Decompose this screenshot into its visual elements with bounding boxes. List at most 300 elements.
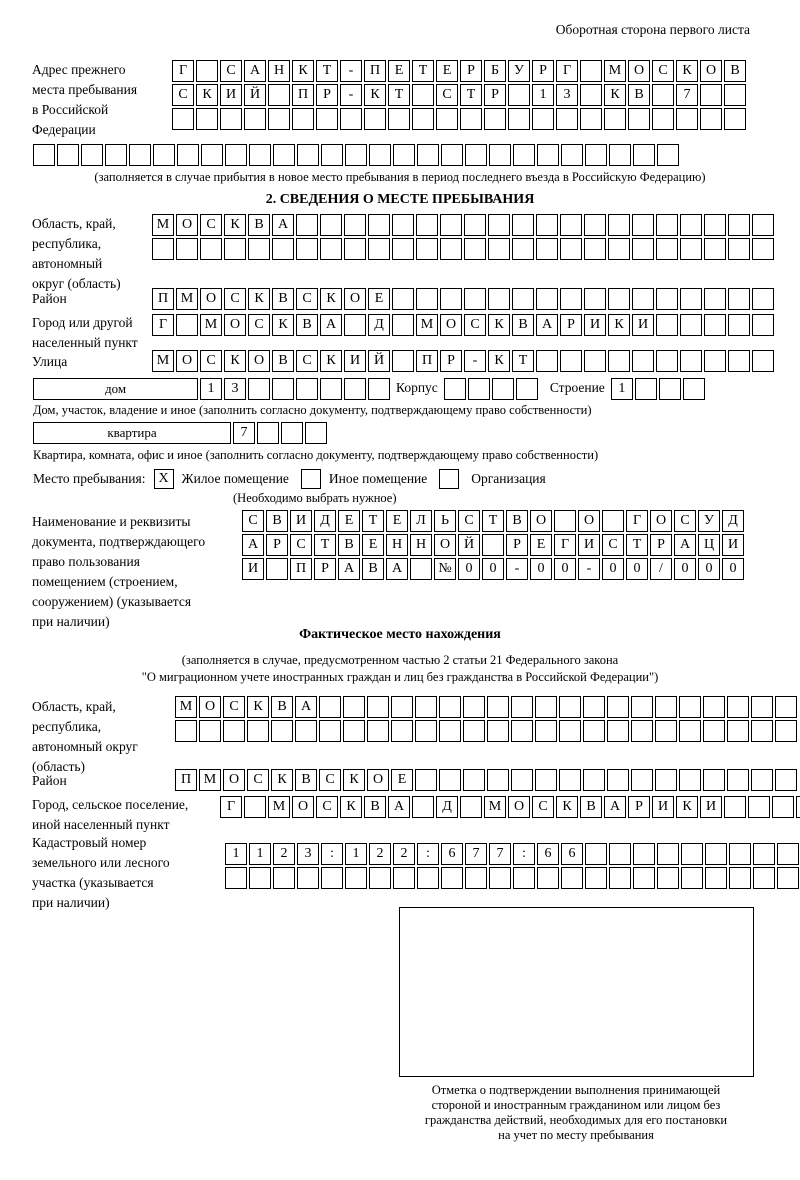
char-cell[interactable]: 0 [530, 558, 552, 580]
char-cell[interactable]: 1 [532, 84, 554, 106]
char-cell[interactable]: 6 [441, 843, 463, 865]
char-cell[interactable] [561, 144, 583, 166]
char-cell[interactable]: К [248, 288, 270, 310]
char-cell[interactable] [584, 288, 606, 310]
char-cell[interactable]: В [338, 534, 360, 556]
char-cell[interactable] [609, 843, 631, 865]
char-cell[interactable]: № [434, 558, 456, 580]
char-cell[interactable] [176, 314, 198, 336]
char-cell[interactable]: Н [410, 534, 432, 556]
char-cell[interactable] [244, 796, 266, 818]
char-cell[interactable]: К [224, 350, 246, 372]
char-cell[interactable]: - [506, 558, 528, 580]
char-cell[interactable] [585, 867, 607, 889]
char-cell[interactable]: А [320, 314, 342, 336]
char-cell[interactable]: К [272, 314, 294, 336]
char-cell[interactable]: 0 [674, 558, 696, 580]
char-cell[interactable] [679, 769, 701, 791]
char-cell[interactable] [392, 214, 414, 236]
char-cell[interactable] [441, 144, 463, 166]
char-cell[interactable]: О [530, 510, 552, 532]
char-cell[interactable]: А [338, 558, 360, 580]
char-cell[interactable] [584, 350, 606, 372]
char-cell[interactable] [321, 867, 343, 889]
actual-region-row-1[interactable] [175, 696, 799, 718]
char-cell[interactable] [656, 288, 678, 310]
char-cell[interactable]: О [176, 350, 198, 372]
char-cell[interactable] [201, 144, 223, 166]
char-cell[interactable]: С [458, 510, 480, 532]
char-cell[interactable] [703, 769, 725, 791]
char-cell[interactable]: А [295, 696, 317, 718]
char-cell[interactable] [392, 350, 414, 372]
char-cell[interactable]: И [700, 796, 722, 818]
char-cell[interactable] [775, 696, 797, 718]
char-cell[interactable]: Р [440, 350, 462, 372]
char-cell[interactable] [583, 769, 605, 791]
char-cell[interactable]: 3 [224, 378, 246, 400]
char-cell[interactable] [416, 214, 438, 236]
actual-city-grid[interactable] [220, 796, 800, 818]
char-cell[interactable]: А [242, 534, 264, 556]
char-cell[interactable]: М [176, 288, 198, 310]
char-cell[interactable]: С [200, 350, 222, 372]
char-cell[interactable] [728, 238, 750, 260]
stroenie-grid[interactable] [611, 378, 707, 400]
char-cell[interactable]: 0 [722, 558, 744, 580]
char-cell[interactable] [272, 378, 294, 400]
char-cell[interactable] [561, 867, 583, 889]
stamp-box[interactable] [399, 907, 754, 1077]
char-cell[interactable] [248, 238, 270, 260]
char-cell[interactable]: И [632, 314, 654, 336]
char-cell[interactable] [460, 108, 482, 130]
char-cell[interactable]: С [464, 314, 486, 336]
char-cell[interactable] [656, 214, 678, 236]
korpus-grid[interactable] [444, 378, 540, 400]
char-cell[interactable] [296, 214, 318, 236]
char-cell[interactable]: Е [386, 510, 408, 532]
char-cell[interactable]: 7 [233, 422, 255, 444]
char-cell[interactable]: П [152, 288, 174, 310]
char-cell[interactable]: Т [460, 84, 482, 106]
char-cell[interactable]: Т [314, 534, 336, 556]
char-cell[interactable] [199, 720, 221, 742]
char-cell[interactable] [468, 378, 490, 400]
char-cell[interactable] [560, 350, 582, 372]
char-cell[interactable] [436, 108, 458, 130]
char-cell[interactable] [536, 214, 558, 236]
char-cell[interactable] [512, 238, 534, 260]
prev-address-grid[interactable] [172, 60, 748, 132]
char-cell[interactable] [751, 720, 773, 742]
char-cell[interactable]: В [271, 696, 293, 718]
char-cell[interactable]: 1 [249, 843, 271, 865]
char-cell[interactable] [633, 867, 655, 889]
char-cell[interactable]: С [247, 769, 269, 791]
char-cell[interactable]: Г [172, 60, 194, 82]
char-cell[interactable] [196, 108, 218, 130]
char-cell[interactable] [679, 696, 701, 718]
char-cell[interactable] [368, 214, 390, 236]
char-cell[interactable]: Е [362, 534, 384, 556]
char-cell[interactable] [105, 144, 127, 166]
checkbox-zhiloe[interactable]: X [154, 469, 174, 489]
actual-region-grid[interactable] [175, 696, 799, 744]
char-cell[interactable] [704, 314, 726, 336]
char-cell[interactable] [632, 238, 654, 260]
flat-line[interactable] [33, 422, 329, 444]
char-cell[interactable] [560, 288, 582, 310]
char-cell[interactable] [580, 84, 602, 106]
region-row-2[interactable] [152, 238, 776, 260]
char-cell[interactable]: О [367, 769, 389, 791]
checkbox-inoe[interactable] [301, 469, 321, 489]
char-cell[interactable] [602, 510, 624, 532]
char-cell[interactable] [655, 696, 677, 718]
char-cell[interactable]: Д [368, 314, 390, 336]
char-cell[interactable]: О [578, 510, 600, 532]
char-cell[interactable] [585, 843, 607, 865]
char-cell[interactable]: О [248, 350, 270, 372]
char-cell[interactable] [367, 720, 389, 742]
char-cell[interactable]: Д [314, 510, 336, 532]
char-cell[interactable]: 1 [345, 843, 367, 865]
house-line[interactable] [33, 378, 707, 400]
char-cell[interactable] [393, 144, 415, 166]
place-type-line[interactable] [33, 469, 546, 489]
document-row-1[interactable] [242, 510, 746, 532]
char-cell[interactable] [392, 288, 414, 310]
char-cell[interactable] [223, 720, 245, 742]
char-cell[interactable] [556, 108, 578, 130]
char-cell[interactable] [633, 144, 655, 166]
char-cell[interactable]: Е [338, 510, 360, 532]
char-cell[interactable]: М [416, 314, 438, 336]
char-cell[interactable] [554, 510, 576, 532]
char-cell[interactable] [584, 214, 606, 236]
char-cell[interactable]: К [488, 350, 510, 372]
char-cell[interactable] [247, 720, 269, 742]
char-cell[interactable]: В [364, 796, 386, 818]
char-cell[interactable] [465, 867, 487, 889]
char-cell[interactable] [559, 769, 581, 791]
char-cell[interactable]: Б [484, 60, 506, 82]
char-cell[interactable] [727, 696, 749, 718]
char-cell[interactable]: К [608, 314, 630, 336]
char-cell[interactable]: Д [722, 510, 744, 532]
char-cell[interactable] [535, 696, 557, 718]
char-cell[interactable] [81, 144, 103, 166]
char-cell[interactable] [753, 843, 775, 865]
char-cell[interactable] [319, 696, 341, 718]
char-cell[interactable] [729, 843, 751, 865]
char-cell[interactable]: 3 [556, 84, 578, 106]
char-cell[interactable] [321, 144, 343, 166]
char-cell[interactable] [415, 769, 437, 791]
char-cell[interactable] [369, 867, 391, 889]
char-cell[interactable]: А [604, 796, 626, 818]
char-cell[interactable] [487, 769, 509, 791]
char-cell[interactable] [273, 867, 295, 889]
char-cell[interactable]: И [578, 534, 600, 556]
char-cell[interactable]: В [266, 510, 288, 532]
char-cell[interactable] [489, 144, 511, 166]
char-cell[interactable]: Г [554, 534, 576, 556]
char-cell[interactable]: С [436, 84, 458, 106]
city-grid[interactable] [152, 314, 776, 336]
char-cell[interactable]: К [271, 769, 293, 791]
char-cell[interactable]: И [220, 84, 242, 106]
char-cell[interactable] [513, 867, 535, 889]
char-cell[interactable]: С [296, 350, 318, 372]
char-cell[interactable] [655, 769, 677, 791]
char-cell[interactable]: А [674, 534, 696, 556]
char-cell[interactable]: В [296, 314, 318, 336]
char-cell[interactable]: 0 [698, 558, 720, 580]
char-cell[interactable]: С [224, 288, 246, 310]
char-cell[interactable]: Г [152, 314, 174, 336]
char-cell[interactable] [580, 60, 602, 82]
char-cell[interactable] [393, 867, 415, 889]
char-cell[interactable] [676, 108, 698, 130]
char-cell[interactable] [415, 720, 437, 742]
char-cell[interactable] [441, 867, 463, 889]
char-cell[interactable]: О [200, 288, 222, 310]
char-cell[interactable]: С [674, 510, 696, 532]
prev-address-row-4[interactable] [33, 144, 681, 166]
char-cell[interactable]: К [676, 60, 698, 82]
char-cell[interactable] [705, 843, 727, 865]
char-cell[interactable] [632, 350, 654, 372]
char-cell[interactable] [727, 769, 749, 791]
char-cell[interactable] [465, 144, 487, 166]
char-cell[interactable]: М [175, 696, 197, 718]
char-cell[interactable] [635, 378, 657, 400]
char-cell[interactable] [583, 720, 605, 742]
char-cell[interactable]: О [199, 696, 221, 718]
char-cell[interactable]: О [223, 769, 245, 791]
char-cell[interactable] [728, 288, 750, 310]
char-cell[interactable]: С [652, 60, 674, 82]
char-cell[interactable]: С [172, 84, 194, 106]
char-cell[interactable] [728, 314, 750, 336]
char-cell[interactable] [700, 84, 722, 106]
char-cell[interactable]: - [464, 350, 486, 372]
char-cell[interactable]: Р [628, 796, 650, 818]
char-cell[interactable] [369, 144, 391, 166]
char-cell[interactable]: 1 [611, 378, 633, 400]
char-cell[interactable]: - [578, 558, 600, 580]
char-cell[interactable]: П [290, 558, 312, 580]
char-cell[interactable]: И [584, 314, 606, 336]
char-cell[interactable]: Е [436, 60, 458, 82]
char-cell[interactable]: С [319, 769, 341, 791]
char-cell[interactable] [345, 144, 367, 166]
char-cell[interactable]: О [176, 214, 198, 236]
char-cell[interactable] [652, 108, 674, 130]
char-cell[interactable]: К [364, 84, 386, 106]
char-cell[interactable] [172, 108, 194, 130]
char-cell[interactable]: Т [512, 350, 534, 372]
char-cell[interactable] [487, 696, 509, 718]
char-cell[interactable] [508, 108, 530, 130]
char-cell[interactable]: Е [388, 60, 410, 82]
char-cell[interactable]: В [272, 350, 294, 372]
char-cell[interactable] [655, 720, 677, 742]
char-cell[interactable] [580, 108, 602, 130]
char-cell[interactable] [488, 238, 510, 260]
char-cell[interactable]: М [484, 796, 506, 818]
char-cell[interactable] [281, 422, 303, 444]
char-cell[interactable] [153, 144, 175, 166]
char-cell[interactable] [489, 867, 511, 889]
char-cell[interactable]: Л [410, 510, 432, 532]
char-cell[interactable]: А [536, 314, 558, 336]
char-cell[interactable]: - [340, 60, 362, 82]
char-cell[interactable] [439, 696, 461, 718]
char-cell[interactable]: Т [316, 60, 338, 82]
house-number-grid[interactable] [200, 378, 392, 400]
char-cell[interactable]: Т [626, 534, 648, 556]
char-cell[interactable]: В [506, 510, 528, 532]
char-cell[interactable] [607, 696, 629, 718]
char-cell[interactable]: 1 [200, 378, 222, 400]
char-cell[interactable] [268, 84, 290, 106]
char-cell[interactable] [704, 350, 726, 372]
char-cell[interactable] [297, 144, 319, 166]
char-cell[interactable] [705, 867, 727, 889]
char-cell[interactable] [753, 867, 775, 889]
char-cell[interactable] [535, 769, 557, 791]
char-cell[interactable]: М [200, 314, 222, 336]
char-cell[interactable] [516, 378, 538, 400]
char-cell[interactable] [777, 867, 799, 889]
char-cell[interactable] [609, 144, 631, 166]
char-cell[interactable] [412, 796, 434, 818]
char-cell[interactable] [683, 378, 705, 400]
char-cell[interactable]: 6 [561, 843, 583, 865]
char-cell[interactable]: С [242, 510, 264, 532]
char-cell[interactable] [748, 796, 770, 818]
char-cell[interactable]: Н [268, 60, 290, 82]
char-cell[interactable]: К [320, 288, 342, 310]
char-cell[interactable]: В [512, 314, 534, 336]
char-cell[interactable] [463, 769, 485, 791]
char-cell[interactable]: 0 [554, 558, 576, 580]
char-cell[interactable] [608, 288, 630, 310]
char-cell[interactable] [752, 238, 774, 260]
char-cell[interactable] [512, 214, 534, 236]
char-cell[interactable]: К [292, 60, 314, 82]
char-cell[interactable]: А [386, 558, 408, 580]
char-cell[interactable]: В [248, 214, 270, 236]
char-cell[interactable] [177, 144, 199, 166]
cadastral-row-1[interactable] [225, 843, 800, 865]
char-cell[interactable]: М [268, 796, 290, 818]
char-cell[interactable] [484, 108, 506, 130]
char-cell[interactable]: Р [650, 534, 672, 556]
char-cell[interactable] [704, 214, 726, 236]
char-cell[interactable] [657, 843, 679, 865]
char-cell[interactable] [257, 422, 279, 444]
char-cell[interactable]: Р [560, 314, 582, 336]
char-cell[interactable] [444, 378, 466, 400]
char-cell[interactable] [392, 238, 414, 260]
document-grid[interactable] [242, 510, 746, 582]
char-cell[interactable] [463, 720, 485, 742]
char-cell[interactable] [608, 350, 630, 372]
char-cell[interactable]: Р [484, 84, 506, 106]
char-cell[interactable]: К [556, 796, 578, 818]
char-cell[interactable]: Й [458, 534, 480, 556]
char-cell[interactable] [345, 867, 367, 889]
char-cell[interactable] [273, 144, 295, 166]
char-cell[interactable] [703, 720, 725, 742]
char-cell[interactable] [536, 288, 558, 310]
char-cell[interactable]: О [434, 534, 456, 556]
char-cell[interactable] [724, 796, 746, 818]
char-cell[interactable] [608, 238, 630, 260]
char-cell[interactable] [416, 238, 438, 260]
char-cell[interactable] [57, 144, 79, 166]
char-cell[interactable] [608, 214, 630, 236]
char-cell[interactable] [607, 769, 629, 791]
char-cell[interactable] [482, 534, 504, 556]
char-cell[interactable] [417, 867, 439, 889]
char-cell[interactable] [464, 238, 486, 260]
char-cell[interactable] [440, 214, 462, 236]
char-cell[interactable]: А [388, 796, 410, 818]
char-cell[interactable] [681, 843, 703, 865]
char-cell[interactable] [652, 84, 674, 106]
char-cell[interactable] [700, 108, 722, 130]
char-cell[interactable] [656, 314, 678, 336]
char-cell[interactable] [492, 378, 514, 400]
char-cell[interactable] [320, 238, 342, 260]
char-cell[interactable] [305, 422, 327, 444]
char-cell[interactable] [176, 238, 198, 260]
region-grid[interactable] [152, 214, 776, 262]
char-cell[interactable]: В [362, 558, 384, 580]
char-cell[interactable] [680, 350, 702, 372]
char-cell[interactable] [751, 696, 773, 718]
char-cell[interactable]: К [224, 214, 246, 236]
char-cell[interactable] [511, 769, 533, 791]
char-cell[interactable]: О [292, 796, 314, 818]
char-cell[interactable]: 3 [297, 843, 319, 865]
char-cell[interactable] [439, 720, 461, 742]
char-cell[interactable]: Д [436, 796, 458, 818]
char-cell[interactable]: Р [532, 60, 554, 82]
char-cell[interactable]: / [650, 558, 672, 580]
char-cell[interactable]: Н [386, 534, 408, 556]
char-cell[interactable]: С [296, 288, 318, 310]
char-cell[interactable] [292, 108, 314, 130]
char-cell[interactable]: О [440, 314, 462, 336]
char-cell[interactable]: 7 [465, 843, 487, 865]
char-cell[interactable]: П [416, 350, 438, 372]
char-cell[interactable] [316, 108, 338, 130]
char-cell[interactable] [344, 238, 366, 260]
char-cell[interactable] [272, 238, 294, 260]
char-cell[interactable] [440, 238, 462, 260]
char-cell[interactable]: К [320, 350, 342, 372]
char-cell[interactable] [460, 796, 482, 818]
char-cell[interactable] [244, 108, 266, 130]
document-row-3[interactable] [242, 558, 746, 580]
district-grid[interactable] [152, 288, 776, 310]
